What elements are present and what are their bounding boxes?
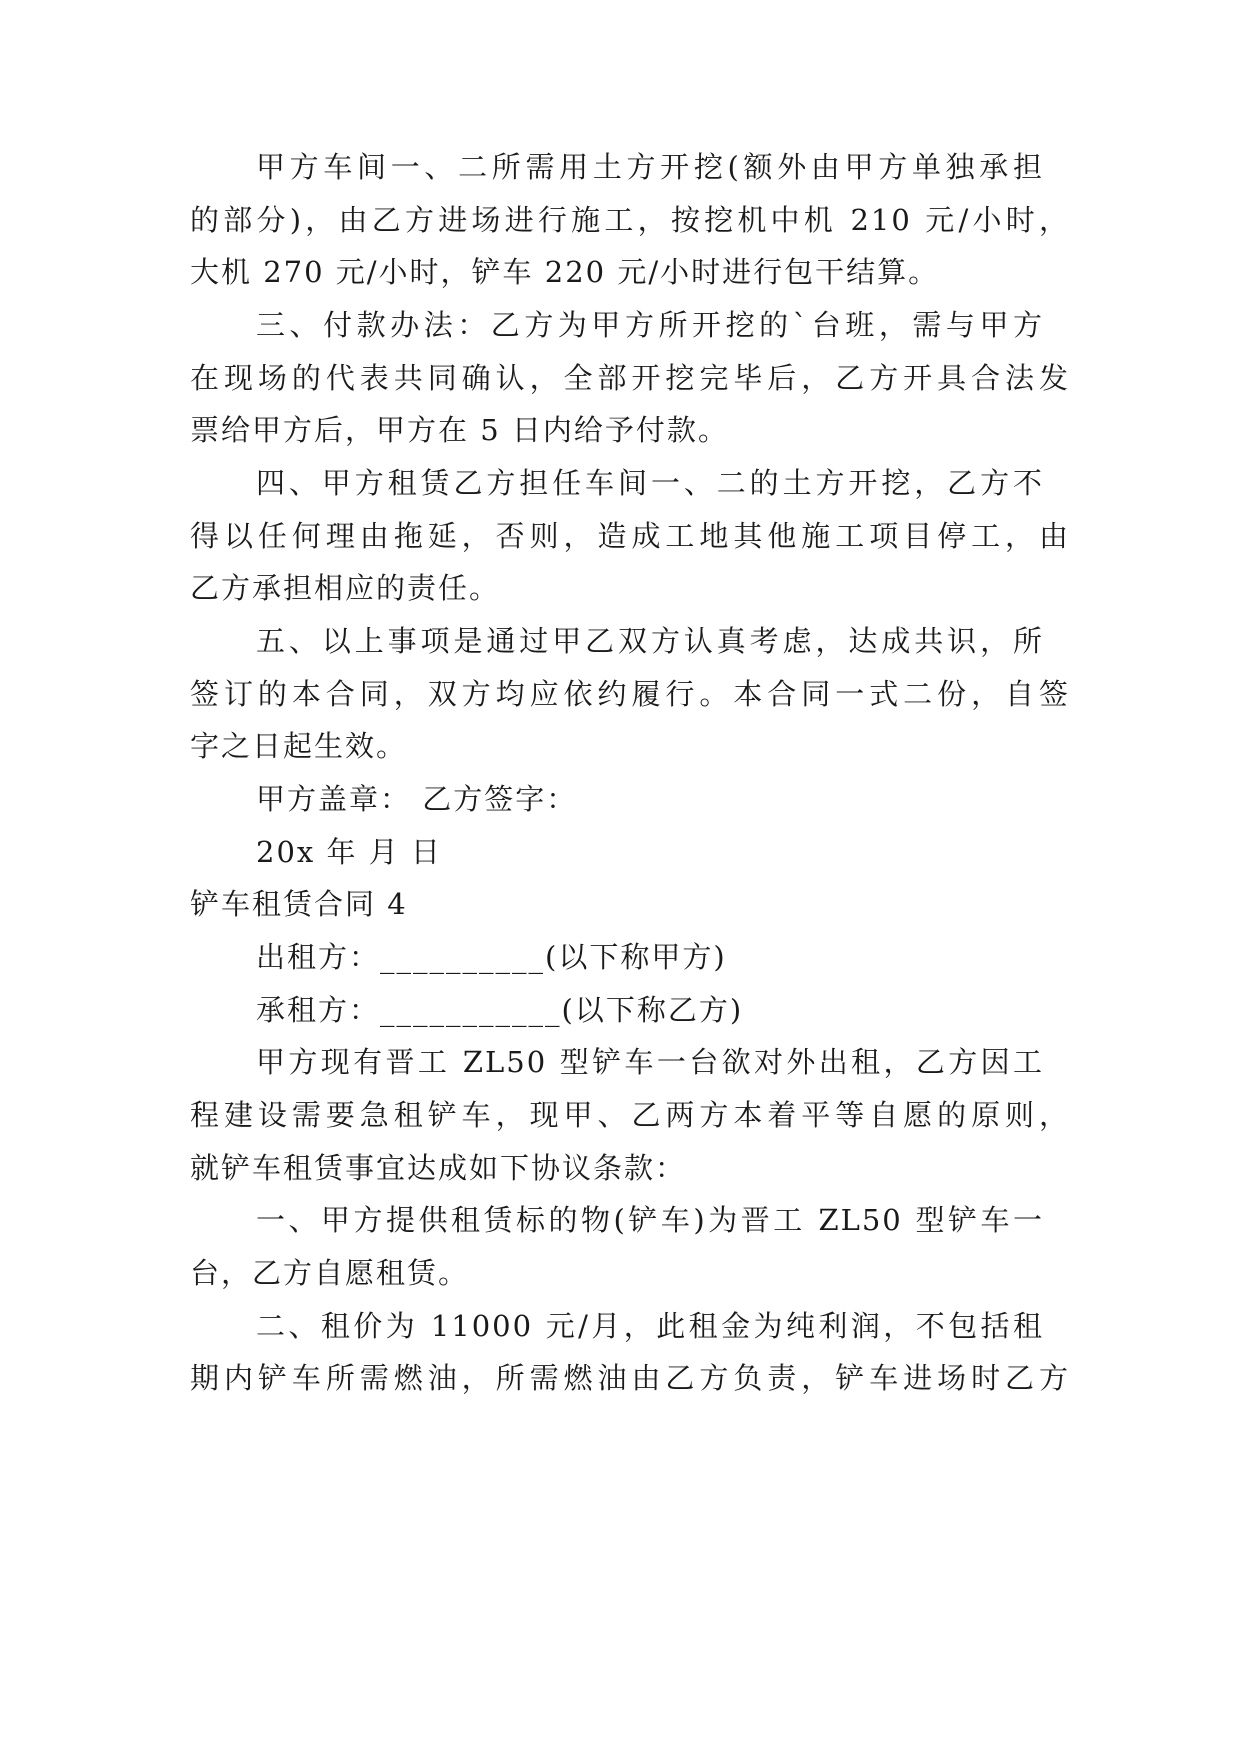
- paragraph-line: 得以任何理由拖延，否则，造成工地其他施工项目停工，由: [190, 519, 1070, 553]
- paragraph-line: 甲方现有晋工 ZL50 型铲车一台欲对外出租，乙方因工: [256, 1045, 1044, 1079]
- paragraph-line: 期内铲车所需燃油，所需燃油由乙方负责，铲车进场时乙方: [190, 1361, 1070, 1395]
- paragraph-line: 大机 270 元/小时，铲车 220 元/小时进行包干结算。: [190, 255, 940, 289]
- paragraph-line: 的部分)，由乙方进场进行施工，按挖机中机 210 元/小时，: [190, 203, 1070, 237]
- paragraph-line: 五、以上事项是通过甲乙双方认真考虑，达成共识，所: [256, 624, 1044, 658]
- paragraph-line: 在现场的代表共同确认，全部开挖完毕后，乙方开具合法发: [190, 361, 1070, 395]
- paragraph-line: 三、付款办法：乙方为甲方所开挖的`台班，需与甲方: [256, 308, 1044, 342]
- paragraph-line: 乙方承担相应的责任。: [190, 571, 501, 605]
- lessor-line: 出租方：__________(以下称甲方): [256, 940, 727, 974]
- paragraph-line: 四、甲方租赁乙方担任车间一、二的土方开挖，乙方不: [256, 466, 1044, 500]
- lessee-line: 承租方：___________(以下称乙方): [256, 993, 744, 1027]
- paragraph-line: 票给甲方后，甲方在 5 日内给予付款。: [190, 413, 729, 447]
- paragraph-line: 二、租价为 11000 元/月，此租金为纯利润，不包括租: [256, 1309, 1044, 1343]
- date-line: 20x 年 月 日: [256, 835, 442, 869]
- section-title: 铲车租赁合同 4: [190, 887, 408, 921]
- paragraph-line: 字之日起生效。: [190, 729, 408, 763]
- signature-line: 甲方盖章： 乙方签字：: [256, 782, 578, 816]
- paragraph-line: 就铲车租赁事宜达成如下协议条款：: [190, 1151, 687, 1185]
- paragraph-line: 台，乙方自愿租赁。: [190, 1256, 470, 1290]
- paragraph-line: 一、甲方提供租赁标的物(铲车)为晋工 ZL50 型铲车一: [256, 1203, 1044, 1237]
- paragraph-line: 程建设需要急租铲车，现甲、乙两方本着平等自愿的原则，: [190, 1098, 1070, 1132]
- paragraph-line: 甲方车间一、二所需用土方开挖(额外由甲方单独承担: [256, 150, 1044, 184]
- paragraph-line: 签订的本合同，双方均应依约履行。本合同一式二份，自签: [190, 677, 1070, 711]
